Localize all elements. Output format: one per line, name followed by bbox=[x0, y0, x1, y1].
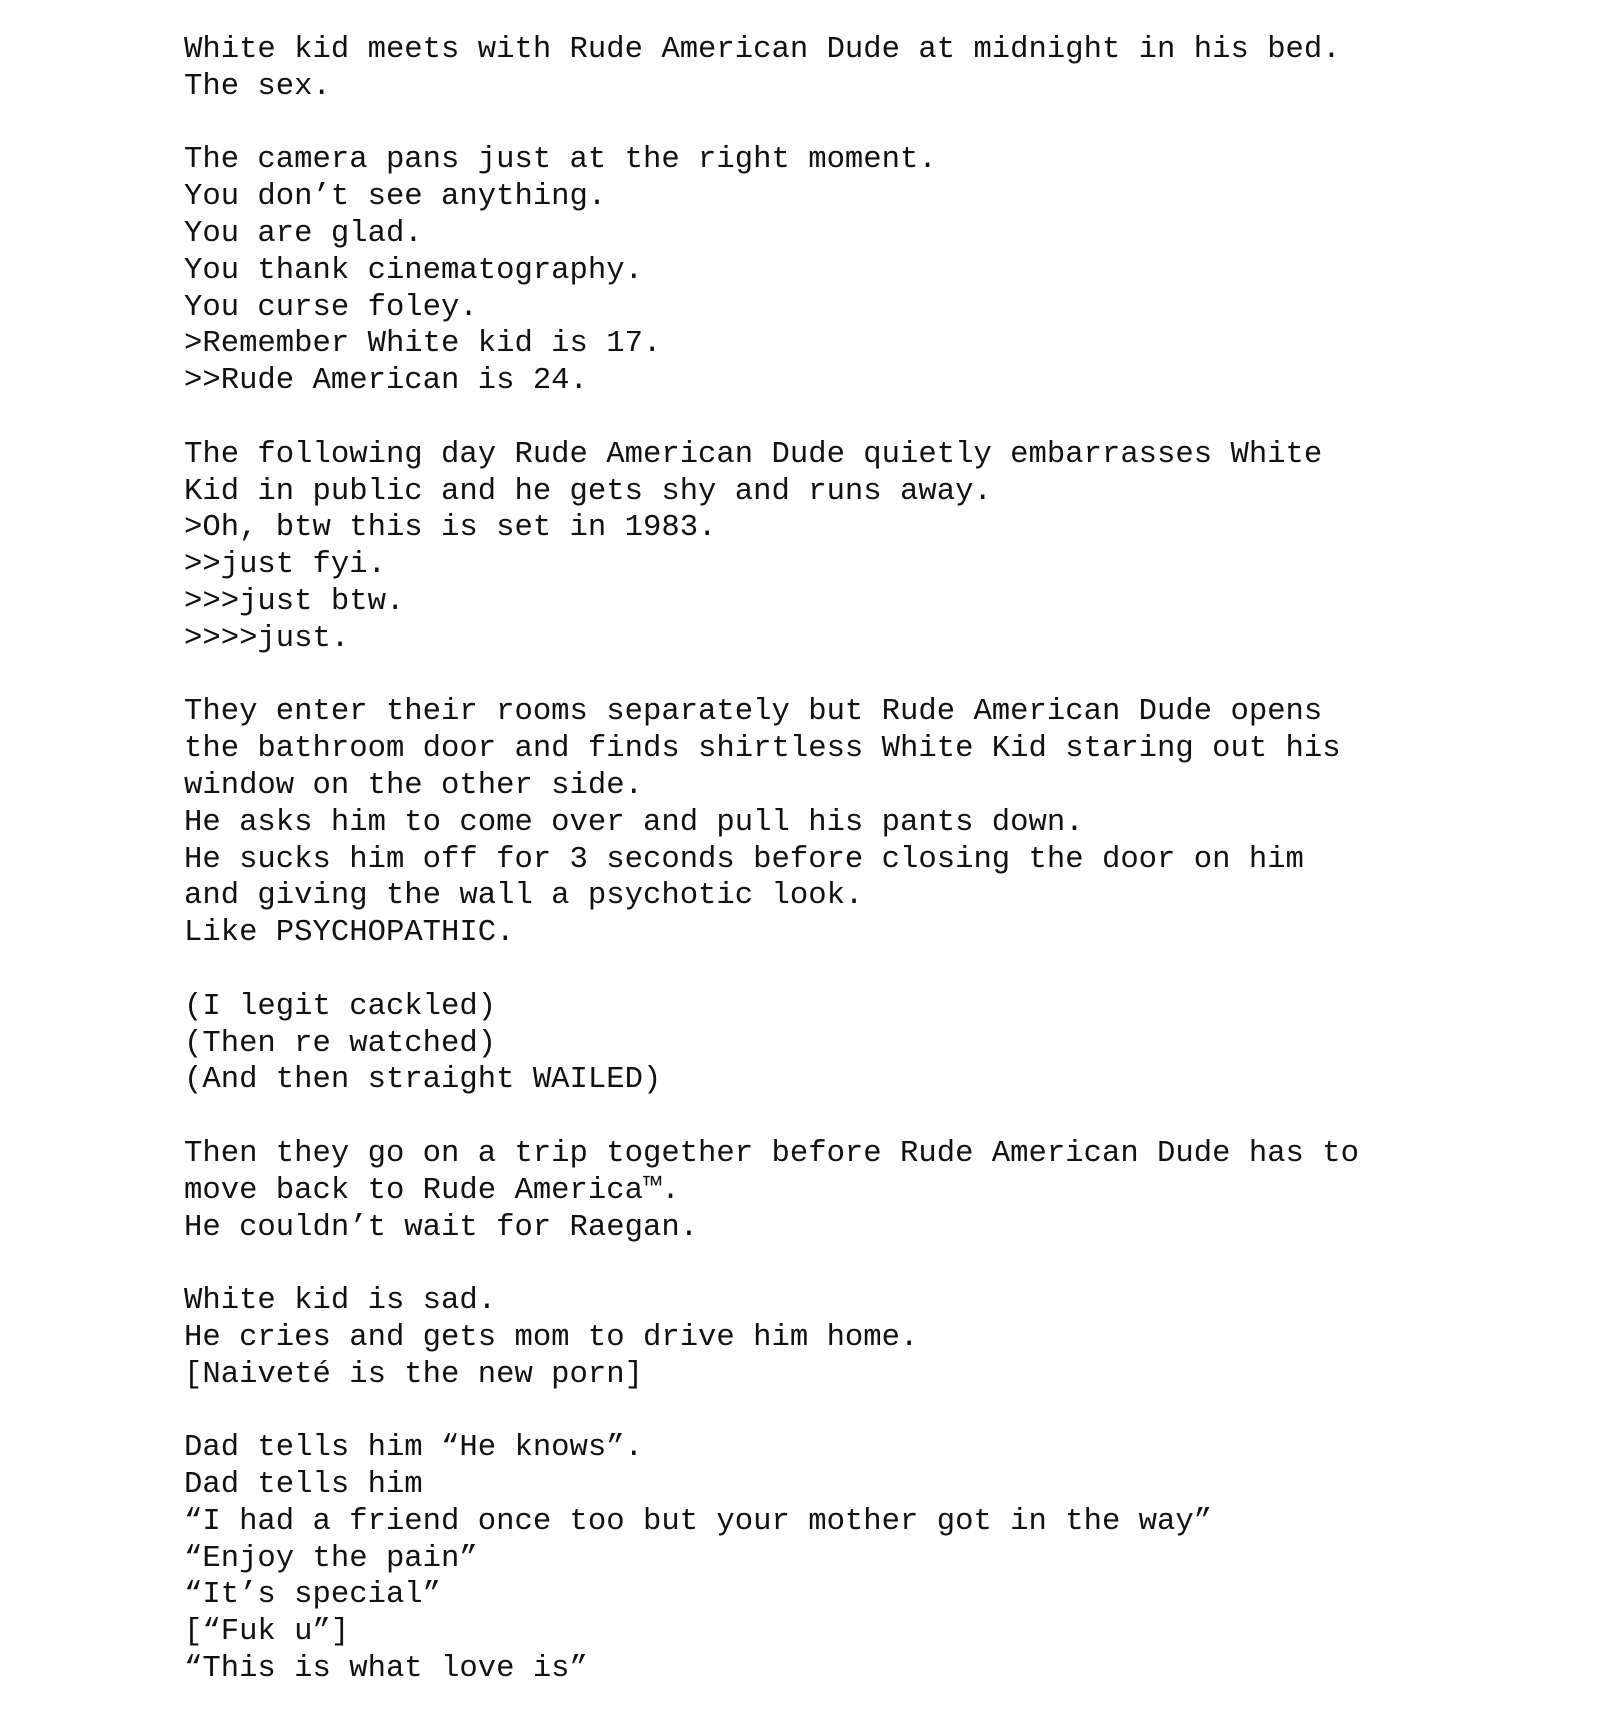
text-line: >>>>just. bbox=[184, 621, 350, 656]
text-line: You don’t see anything. bbox=[184, 180, 607, 215]
text-line: >Remember White kid is 17. bbox=[184, 327, 662, 362]
text-line: He couldn’t wait for Raegan. bbox=[184, 1210, 699, 1245]
document-body bbox=[184, 32, 1564, 1725]
text-line: (Then re watched) bbox=[184, 1026, 497, 1061]
paragraph-1 bbox=[184, 32, 1564, 106]
text-line: “I had a friend once too but your mother got in the way” bbox=[184, 1504, 1213, 1539]
paragraph-8 bbox=[184, 1430, 1564, 1688]
text-line: Like PSYCHOPATHIC. bbox=[184, 916, 515, 951]
text-line: >>Rude American is 24. bbox=[184, 364, 588, 399]
text-line: >>>just btw. bbox=[184, 584, 405, 619]
paragraph-5 bbox=[184, 989, 1564, 1099]
text-line: Then they go on a trip together before Rude American Dude has to bbox=[184, 1136, 1359, 1171]
text-line: [“Fuk u”] bbox=[184, 1615, 350, 1650]
text-line: Dad tells him “He knows”. bbox=[184, 1431, 643, 1466]
text-line: >>just fyi. bbox=[184, 548, 386, 583]
text-line: He asks him to come over and pull his pants down. bbox=[184, 805, 1084, 840]
text-line: You are glad. bbox=[184, 216, 423, 251]
text-line: He sucks him off for 3 seconds before closing the door on him bbox=[184, 842, 1304, 877]
text-line: the bathroom door and finds shirtless White Kid staring out his bbox=[184, 732, 1341, 767]
text-line: The sex. bbox=[184, 69, 331, 104]
text-line: (And then straight WAILED) bbox=[184, 1063, 662, 1098]
text-line: Dad tells him bbox=[184, 1468, 423, 1503]
text-line: [Naiveté is the new porn] bbox=[184, 1357, 643, 1392]
text-line: The following day Rude American Dude quietly embarrasses White bbox=[184, 437, 1323, 472]
text-line: The camera pans just at the right moment. bbox=[184, 143, 937, 178]
text-line: window on the other side. bbox=[184, 768, 643, 803]
paragraph-7 bbox=[184, 1283, 1564, 1393]
paragraph-2 bbox=[184, 142, 1564, 400]
text-line: White kid is sad. bbox=[184, 1284, 497, 1319]
text-line: He cries and gets mom to drive him home. bbox=[184, 1320, 919, 1355]
paragraph-6 bbox=[184, 1136, 1564, 1246]
paragraph-3 bbox=[184, 437, 1564, 658]
text-line: White kid meets with Rude American Dude at midnight in his bed. bbox=[184, 33, 1341, 67]
text-line: “Enjoy the pain” bbox=[184, 1541, 478, 1576]
text-line: (I legit cackled) bbox=[184, 989, 497, 1024]
text-line: They enter their rooms separately but Rude American Dude opens bbox=[184, 695, 1323, 730]
text-line: and giving the wall a psychotic look. bbox=[184, 879, 864, 914]
text-line: You curse foley. bbox=[184, 290, 478, 325]
paragraph-4 bbox=[184, 694, 1564, 952]
text-line: “This is what love is” bbox=[184, 1652, 588, 1687]
text-line: move back to Rude America™. bbox=[184, 1173, 680, 1208]
text-line: You thank cinematography. bbox=[184, 253, 643, 288]
text-line: >Oh, btw this is set in 1983. bbox=[184, 511, 717, 546]
text-line: Kid in public and he gets shy and runs away. bbox=[184, 474, 992, 509]
text-line: “It’s special” bbox=[184, 1578, 442, 1613]
